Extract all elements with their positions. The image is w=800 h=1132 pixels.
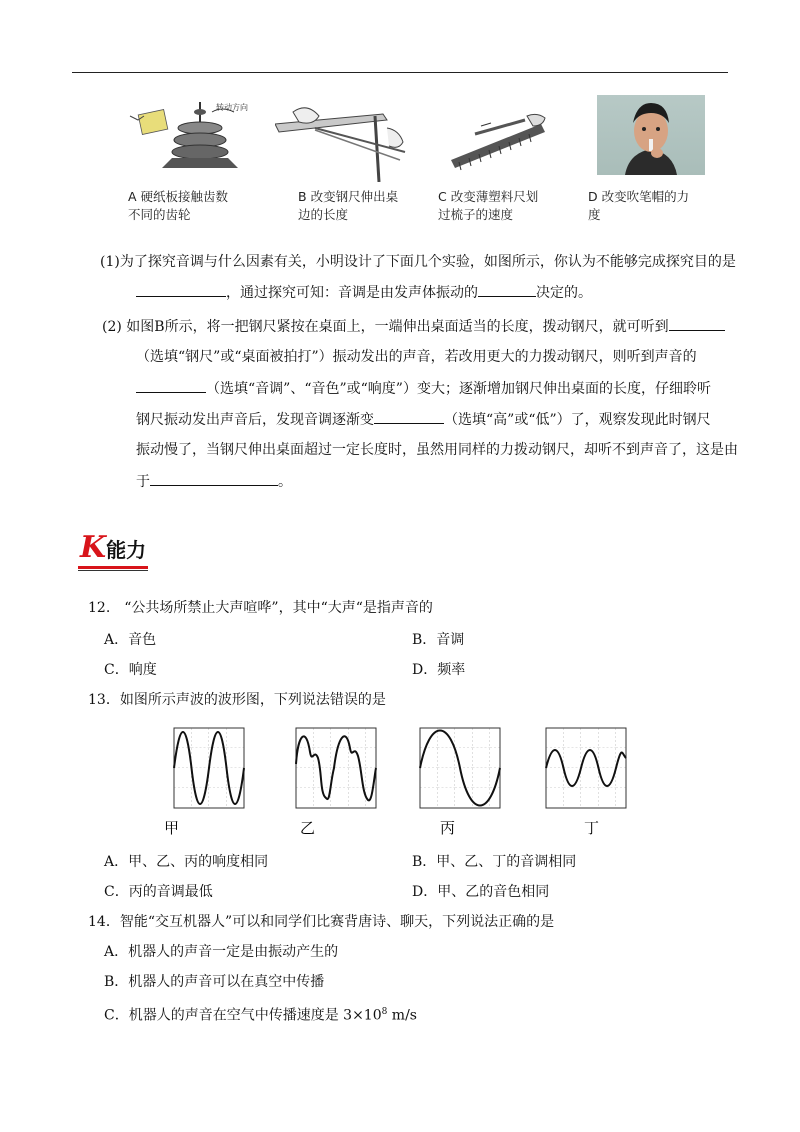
answer-blank[interactable]	[478, 282, 536, 297]
q12-stem: 12. “公共场所禁止大声喧哗”，其中“大声“是指声音的	[88, 600, 433, 616]
caption-a: A 硬纸板接触齿数 不同的齿轮	[128, 189, 229, 222]
waveform-ding	[546, 728, 626, 808]
waveform-jia	[174, 728, 244, 808]
arrow-label: 转动方向	[216, 103, 248, 112]
q12-option-a[interactable]: A．音色	[104, 632, 157, 648]
answer-blank[interactable]	[136, 378, 206, 393]
q13-option-a[interactable]: A．甲、乙、丙的响度相同	[104, 854, 269, 870]
q-sub2-line1: (2) 如图B所示，将一把钢尺紧按在桌面上，一端伸出桌面适当的长度，拨动钢尺，就可听到	[102, 316, 725, 337]
ruler-desk-illustration	[275, 94, 415, 182]
q14-option-a[interactable]: A．机器人的声音一定是由振动产生的	[104, 944, 339, 960]
q14-option-b[interactable]: B．机器人的声音可以在真空中传播	[104, 974, 325, 990]
waveform-bing	[420, 728, 500, 808]
q12-option-d[interactable]: D．频率	[412, 662, 466, 678]
caption-c: C 改变薄塑料尺划 过梳子的速度	[438, 189, 539, 222]
q12-option-c[interactable]: C．响度	[104, 662, 157, 678]
wave-label-jia: 甲	[164, 819, 180, 837]
answer-blank[interactable]	[374, 409, 444, 424]
q12-option-b[interactable]: B．音调	[412, 632, 465, 648]
answer-blank[interactable]	[669, 316, 725, 331]
caption-d: D 改变吹笔帽的力 度	[588, 189, 690, 222]
q13-stem: 13．如图所示声波的波形图，下列说法错误的是	[88, 692, 386, 708]
comb-illustration	[445, 104, 555, 174]
section-heading	[80, 530, 146, 565]
section-k-mark: K	[80, 530, 107, 565]
wave-label-bing: 丙	[440, 819, 456, 837]
header-rule	[72, 72, 728, 73]
q-sub2-line5: 振动慢了，当钢尺伸出桌面超过一定长度时，虽然用同样的力拨动钢尺，却听不到声音了，这是由	[136, 442, 738, 458]
waveform-figure	[160, 718, 640, 843]
q14-stem: 14．智能“交互机器人”可以和同学们比赛背唐诗、聊天，下列说法正确的是	[88, 914, 555, 930]
q13-option-b[interactable]: B．甲、乙、丁的音调相同	[412, 854, 577, 870]
boy-photo	[597, 95, 705, 175]
q13-option-c[interactable]: C．丙的音调最低	[104, 884, 213, 900]
answer-blank[interactable]	[150, 471, 278, 486]
gear-illustration	[128, 98, 263, 176]
q-sub1-line2: ，通过探究可知：音调是由发声体振动的 决定的。	[136, 282, 592, 303]
section-title: 能力	[106, 538, 147, 562]
q-sub2-line3: （选填“音调”、“音色”或“响度”）变大；逐渐增加钢尺伸出桌面的长度，仔细聆听	[136, 378, 711, 399]
wave-label-ding: 丁	[584, 819, 600, 837]
caption-b: B 改变钢尺伸出桌 边的长度	[298, 189, 399, 222]
q13-option-d[interactable]: D．甲、乙的音色相同	[412, 884, 550, 900]
waveform-yi	[296, 728, 376, 808]
q-sub2-line6: 于 。	[136, 471, 292, 492]
answer-blank[interactable]	[136, 282, 226, 297]
q-sub2-line2: （选填“钢尺”或“桌面被拍打”）振动发出的声音，若改用更大的力拨动钢尺，则听到声音的	[136, 349, 697, 365]
q-sub2-line4: 钢尺振动发出声音后，发现音调逐渐变 （选填“高”或“低”）了，观察发现此时钢尺	[136, 409, 711, 430]
q14-option-c[interactable]: C．机器人的声音在空气中传播速度是 $3\times 10^8$ m/s	[104, 1007, 417, 1024]
wave-label-yi: 乙	[300, 819, 316, 837]
q-sub1-line1: (1)为了探究音调与什么因素有关，小明设计了下面几个实验，如图所示，你认为不能够完成探究目的是	[100, 254, 736, 270]
